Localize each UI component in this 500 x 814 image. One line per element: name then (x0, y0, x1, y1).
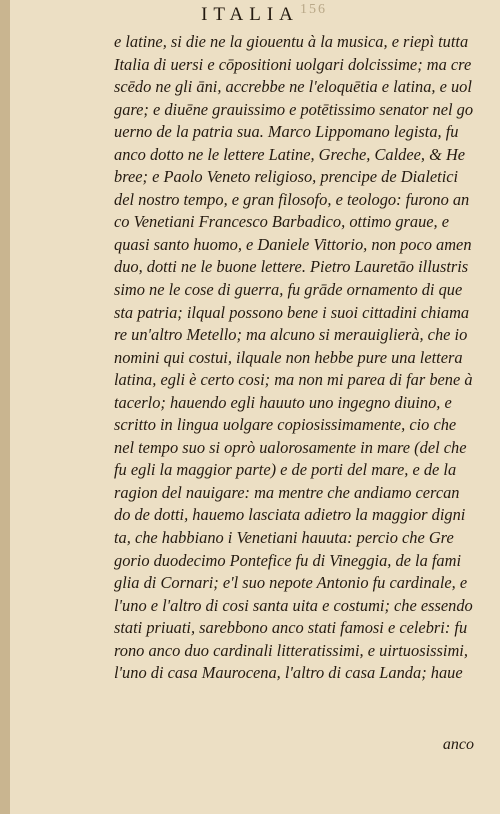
text-line: bree; e Paolo Veneto religioso, prencipe de Dialetici (114, 167, 459, 187)
text-line: scritto in lingua uolgare copiosissimamente, cio che (114, 415, 457, 435)
text-line: e latine, si die ne la giouentu à la musica, e riepì tutta (114, 32, 469, 51)
text-line: scēdo ne gli āni, accrebbe ne l'eloquētia e latina, e uol (114, 77, 472, 97)
text-line: fu egli la maggior parte) e de porti del mare, e de la (114, 460, 457, 480)
text-line: rono anco duo cardinali litteratissimi, e uirtuosissimi, (114, 640, 468, 660)
text-line: quasi santo huomo, e Daniele Vittorio, non poco amen (114, 234, 472, 254)
text-line: del nostro tempo, e gran filosofo, e teologo: furono an (114, 189, 470, 209)
text-line: nomini qui costui, ilquale non hebbe pure una lettera (114, 347, 463, 367)
bleed-through-page-number: 156 (300, 2, 327, 17)
text-line: duo, dotti ne le buone lettere. Pietro Lauretāo illustris (114, 257, 469, 277)
text-line: glia di Cornari; e'l suo nepote Antonio fu cardinale, e (114, 573, 468, 593)
text-line: nel tempo suo si oprò ualorosamente in mare (del che (114, 437, 467, 457)
text-line: stati priuati, sarebbono anco stati famosi e celebri: fu (114, 618, 468, 638)
page-header (0, 0, 500, 28)
running-title: ITALIA (201, 4, 299, 25)
text-line: ragion del nauigare: ma mentre che andiamo cercan (114, 482, 460, 502)
catchword: anco (442, 736, 474, 753)
text-line: Italia di uersi e cōpositioni uolgari dolcissime; ma cre (114, 54, 472, 74)
text-line: l'uno e l'altro di cosi santa uita e costumi; che essendo (114, 595, 473, 615)
text-line: ta, che habbiano i Venetiani hauuta: percio che Gre (114, 528, 454, 548)
text-line: do de dotti, hauemo lasciata adietro la maggior digni (114, 505, 466, 525)
text-line: sta patria; ilqual possono bene i suoi cittadini chiama (114, 302, 470, 322)
text-line: simo ne le cose di guerra, fu grāde ornamento di que (114, 280, 463, 300)
text-line: l'uno di casa Maurocena, l'altro di casa Landa; haue (114, 663, 463, 683)
text-line: anco dotto ne le lettere Latine, Greche, Caldee, & He (114, 144, 466, 164)
page-edge (0, 0, 10, 814)
text-line: co Venetiani Francesco Barbadico, ottimo graue, e (114, 212, 450, 232)
text-line: gorio duodecimo Pontefice fu di Vineggia, de la fami (114, 550, 462, 570)
text-line: re un'altro Metello; ma alcuno si merauiglierà, che io (114, 325, 468, 345)
text-line: tacerlo; hauendo egli hauuto uno ingegno diuino, e (114, 392, 452, 412)
body-text (114, 31, 476, 685)
text-line: latina, egli è certo cosi; ma non mi parea di far bene à (114, 370, 473, 390)
text-line: gare; e diuēne grauissimo e potētissimo senator nel go (114, 99, 474, 119)
text-line: uerno de la patria sua. Marco Lippomano legista, fu (114, 122, 459, 142)
